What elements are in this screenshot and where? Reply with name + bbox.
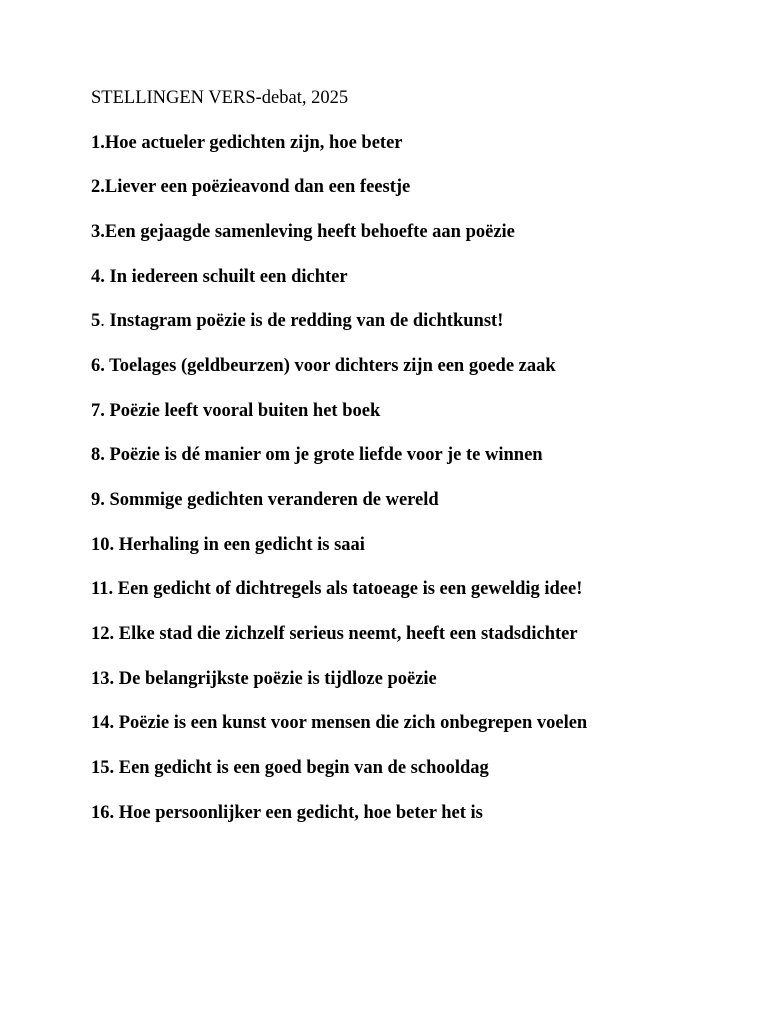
statement-number: 13. [91, 668, 115, 689]
statement-number: 9. [91, 490, 105, 510]
statement-number: 12. [91, 624, 115, 645]
statement-text: In iedereen schuilt een dichter [104, 266, 348, 287]
statement-number: 8. [91, 445, 105, 466]
statement-number: 1. [91, 132, 105, 153]
statement-number: 14. [91, 713, 115, 734]
statement-item [91, 622, 768, 646]
statement-number: 15. [91, 758, 115, 779]
statement-item [91, 488, 768, 512]
statement-text: Poëzie is een kunst voor mensen die zich onbegrepen voelen [114, 713, 588, 734]
statement-item [91, 220, 768, 244]
statement-item [91, 801, 768, 825]
statement-item [91, 175, 768, 199]
statement-item [91, 667, 768, 691]
statement-text: Elke stad die zichzelf serieus neemt, heeft een stadsdichter [114, 624, 578, 645]
statement-number: 16. [91, 802, 115, 823]
statement-text: Toelages (geldbeurzen) voor dichters zijn een goede zaak [104, 355, 556, 376]
statement-number: 11. [91, 579, 114, 600]
statement-item [91, 399, 768, 423]
statement-number: 10. [91, 534, 115, 555]
statement-text: Liever een poëzieavond dan een feestje [104, 177, 411, 198]
statement-text: Een gedicht of dichtregels als tatoeage is een geweldig idee! [113, 579, 583, 600]
statement-item [91, 131, 768, 155]
statement-item [91, 711, 768, 735]
statement-text: Instagram poëzie is de redding van de dichtkunst! [104, 311, 504, 332]
statement-item [91, 443, 768, 467]
statement-number-dot: . [100, 311, 105, 332]
statement-item [91, 756, 768, 780]
statement-text: Poëzie leeft vooral buiten het boek [104, 400, 381, 421]
statement-text: De belangrijkste poëzie is tijdloze poëzie [114, 668, 437, 689]
statement-list [91, 131, 768, 825]
statement-number: 4. [91, 266, 105, 287]
statement-item [91, 577, 768, 601]
statement-item [91, 309, 768, 333]
statement-number: 5 [91, 311, 101, 332]
statement-text: Sommige gedichten veranderen de wereld [104, 490, 439, 510]
statement-text: Een gedicht is een goed begin van de schooldag [114, 758, 489, 779]
statement-text: Herhaling in een gedicht is saai [114, 534, 365, 555]
statement-text: Poëzie is dé manier om je grote liefde voor je te winnen [104, 445, 543, 466]
statement-number: 3. [91, 221, 105, 242]
statement-number: 7. [91, 400, 105, 421]
statement-text: Een gejaagde samenleving heeft behoefte aan poëzie [104, 221, 515, 242]
statement-item [91, 265, 768, 289]
statement-number: 2. [91, 177, 105, 198]
statement-item [91, 354, 768, 378]
statement-item [91, 533, 768, 557]
statement-number: 6. [91, 355, 105, 376]
statement-text: Hoe actueler gedichten zijn, hoe beter [104, 132, 403, 153]
document-title: STELLINGEN VERS-debat, 2025 [91, 88, 349, 108]
statement-text: Hoe persoonlijker een gedicht, hoe beter het is [114, 802, 483, 823]
